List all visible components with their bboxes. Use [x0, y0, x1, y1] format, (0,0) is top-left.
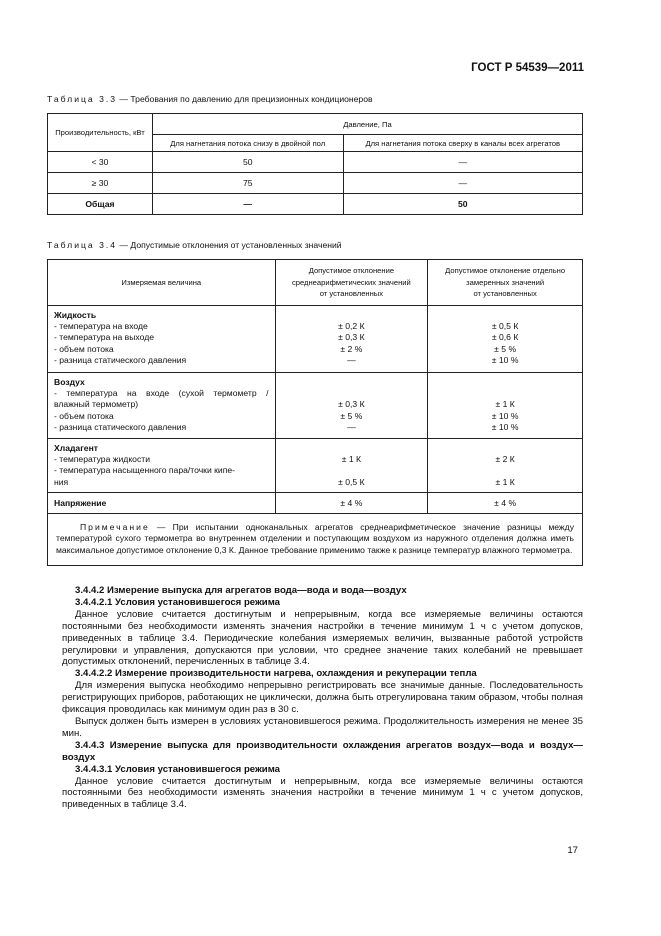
refrigerant-quantities	[48, 439, 276, 493]
subheader-floor: Для нагнетания потока снизу в двойной пол	[152, 135, 343, 152]
header-line: замеренных значений	[466, 277, 545, 287]
value: ± 0,3 К	[338, 399, 365, 410]
quantity-item: - температура на выходе	[54, 332, 154, 343]
table-cell: < 30	[48, 152, 153, 173]
mean-deviation-header	[275, 260, 428, 306]
liquid-quantities	[48, 306, 276, 373]
table-note	[48, 513, 583, 565]
value: ± 1 К	[495, 476, 515, 487]
section-heading: 3.4.4.3 Измерение выпуска для производительности охлаждения агрегатов воздух—вода и воздух—воздух	[62, 739, 583, 763]
measured-quantity-header: Измеряемая величина	[48, 260, 276, 306]
air-quantities	[48, 373, 276, 439]
value: ± 2 К	[495, 454, 515, 465]
header-line: от установленных	[473, 289, 537, 299]
caption-prefix: Таблица 3.4	[47, 240, 118, 250]
paragraph: Выпуск должен быть измерен в условиях установившегося режима. Продолжительность измерения не менее 35 мин.	[62, 715, 583, 739]
value: ± 0,6 К	[491, 332, 519, 343]
document-header: ГОСТ Р 54539—2011	[471, 62, 584, 74]
table-row	[48, 152, 583, 173]
quantity-item: влажный термометр)	[54, 399, 139, 410]
section-heading: 3.4.4.2 Измерение выпуска для агрегатов вода—вода и вода—воздух	[75, 585, 407, 596]
paragraph: Данное условие считается достигнутым и непрерывным, когда все измеряемые величины остаются постоянными без необходимости изменять значения настройки в течение минимум 1 ч с учетом допусков, приведенных в таблице 3.4.	[62, 775, 583, 811]
pressure-header: Давление, Па	[152, 114, 582, 135]
value: —	[347, 354, 356, 365]
value: ± 1 К	[341, 454, 362, 465]
table-cell: —	[343, 152, 582, 173]
liquid-single-values	[428, 306, 583, 373]
quantity-item: - температура на входе (сухой термометр /	[54, 388, 269, 399]
caption-text: — Требования по давлению для прецизионных кондиционеров	[117, 94, 373, 104]
header-line: Допустимое отклонение	[308, 266, 395, 276]
refrigerant-group-row	[48, 439, 583, 493]
refrigerant-single-values	[428, 439, 583, 493]
section-heading: 3.4.4.3.1 Условия установившегося режима	[75, 763, 281, 775]
quantity-item: - разница статического давления	[54, 354, 187, 365]
voltage-row	[48, 492, 583, 513]
note-label: Примечание	[80, 521, 150, 532]
table-cell: 50	[343, 194, 582, 215]
value: ± 5 %	[340, 410, 363, 421]
quantity-item: - разница статического давления	[54, 421, 187, 432]
group-title: Воздух	[54, 377, 85, 387]
section-heading: 3.4.4.2.1 Условия установившегося режима	[75, 596, 281, 608]
table-cell: ≥ 30	[48, 173, 153, 194]
quantity-item: ния	[54, 476, 69, 487]
caption-text: — Допустимые отклонения от установленных значений	[117, 240, 342, 250]
value: ± 0,5 К	[338, 476, 365, 487]
section-heading: 3.4.4.2.2 Измерение производительности нагрева, охлаждения и рекуперации тепла	[75, 668, 477, 680]
value: ± 5 %	[494, 343, 517, 354]
body-text	[62, 585, 583, 811]
table-row	[48, 194, 583, 215]
deviation-table	[47, 259, 583, 566]
value: ± 2 %	[340, 343, 363, 354]
value: —	[347, 421, 356, 432]
table-cell: 50	[152, 152, 343, 173]
caption-prefix: Таблица 3.3	[47, 94, 118, 104]
paragraph: Данное условие считается достигнутым и непрерывным, когда все измеряемые величины остаются постоянными без необходимости изменять значения настройки в течение минимум 1 ч с учетом допусков, приведенных в таблице 3.4. Периодические колебания измеряемых величин, вызванные работой устройств регулировки и управления, допускаются при условии, что среднее значение таких колебаний не превышает допустимых отклонений, перечисленных в таблице 3.4.	[62, 608, 583, 668]
quantity-item: - температура жидкости	[54, 454, 150, 465]
value: ± 0,2 К	[338, 321, 365, 332]
table-cell: Общая	[48, 194, 153, 215]
group-title: Хладагент	[54, 443, 98, 453]
value: ± 10 %	[491, 410, 519, 421]
group-title: Жидкость	[54, 310, 97, 320]
value: ± 1 К	[495, 399, 515, 410]
capacity-header: Производительность, кВт	[48, 114, 153, 152]
pressure-table	[47, 113, 583, 215]
header-line: Допустимое отклонение отдельно	[445, 266, 566, 276]
table-cell: —	[152, 194, 343, 215]
table-3-3-caption	[47, 94, 373, 104]
value: ± 0,3 К	[338, 332, 365, 343]
table-3-4-caption	[47, 240, 342, 250]
note-row	[48, 513, 583, 565]
liquid-group-row	[48, 306, 583, 373]
value: ± 4 %	[275, 492, 428, 513]
value: ± 10 %	[491, 421, 519, 432]
paragraph: Для измерения выпуска необходимо непрерывно регистрировать все значимые данные. Последовательность регистрирующих приборов, работающих не циклически, должна быть отрегулирована таким образом, чтобы полная фиксация проводилась как минимум один раз в 30 с.	[62, 680, 583, 716]
value: ± 10 %	[491, 354, 519, 365]
table-cell: —	[343, 173, 582, 194]
quantity-item: - температура на входе	[54, 321, 148, 332]
table-cell: 75	[152, 173, 343, 194]
quantity-item: - объем потока	[54, 410, 114, 421]
air-mean-values	[275, 373, 428, 439]
value: ± 0,5 К	[491, 321, 519, 332]
table-row	[48, 173, 583, 194]
header-line: от установленных	[319, 289, 384, 299]
single-deviation-header	[428, 260, 583, 306]
quantity-item: - температура насыщенного пара/точки кипе-	[54, 465, 235, 476]
quantity-item: - объем потока	[54, 343, 114, 354]
group-title: Напряжение	[48, 492, 276, 513]
note-text: — При испытании одноканальных агрегатов среднеарифметическое значение разницы между температурой сухого термометра во внутреннем отделении и поступающим воздухом из наружного отделения должна иметь максимальное допустимое отклонение 0,3 К. Данное требование применимо также к разнице температур влажного термометра.	[56, 521, 574, 555]
air-group-row	[48, 373, 583, 439]
refrigerant-mean-values	[275, 439, 428, 493]
header-line: среднеарифметических значений	[291, 277, 411, 287]
subheader-ducts: Для нагнетания потока сверху в каналы всех агрегатов	[343, 135, 582, 152]
value: ± 4 %	[428, 492, 583, 513]
page-number: 17	[567, 845, 578, 856]
air-single-values	[428, 373, 583, 439]
liquid-mean-values	[275, 306, 428, 373]
